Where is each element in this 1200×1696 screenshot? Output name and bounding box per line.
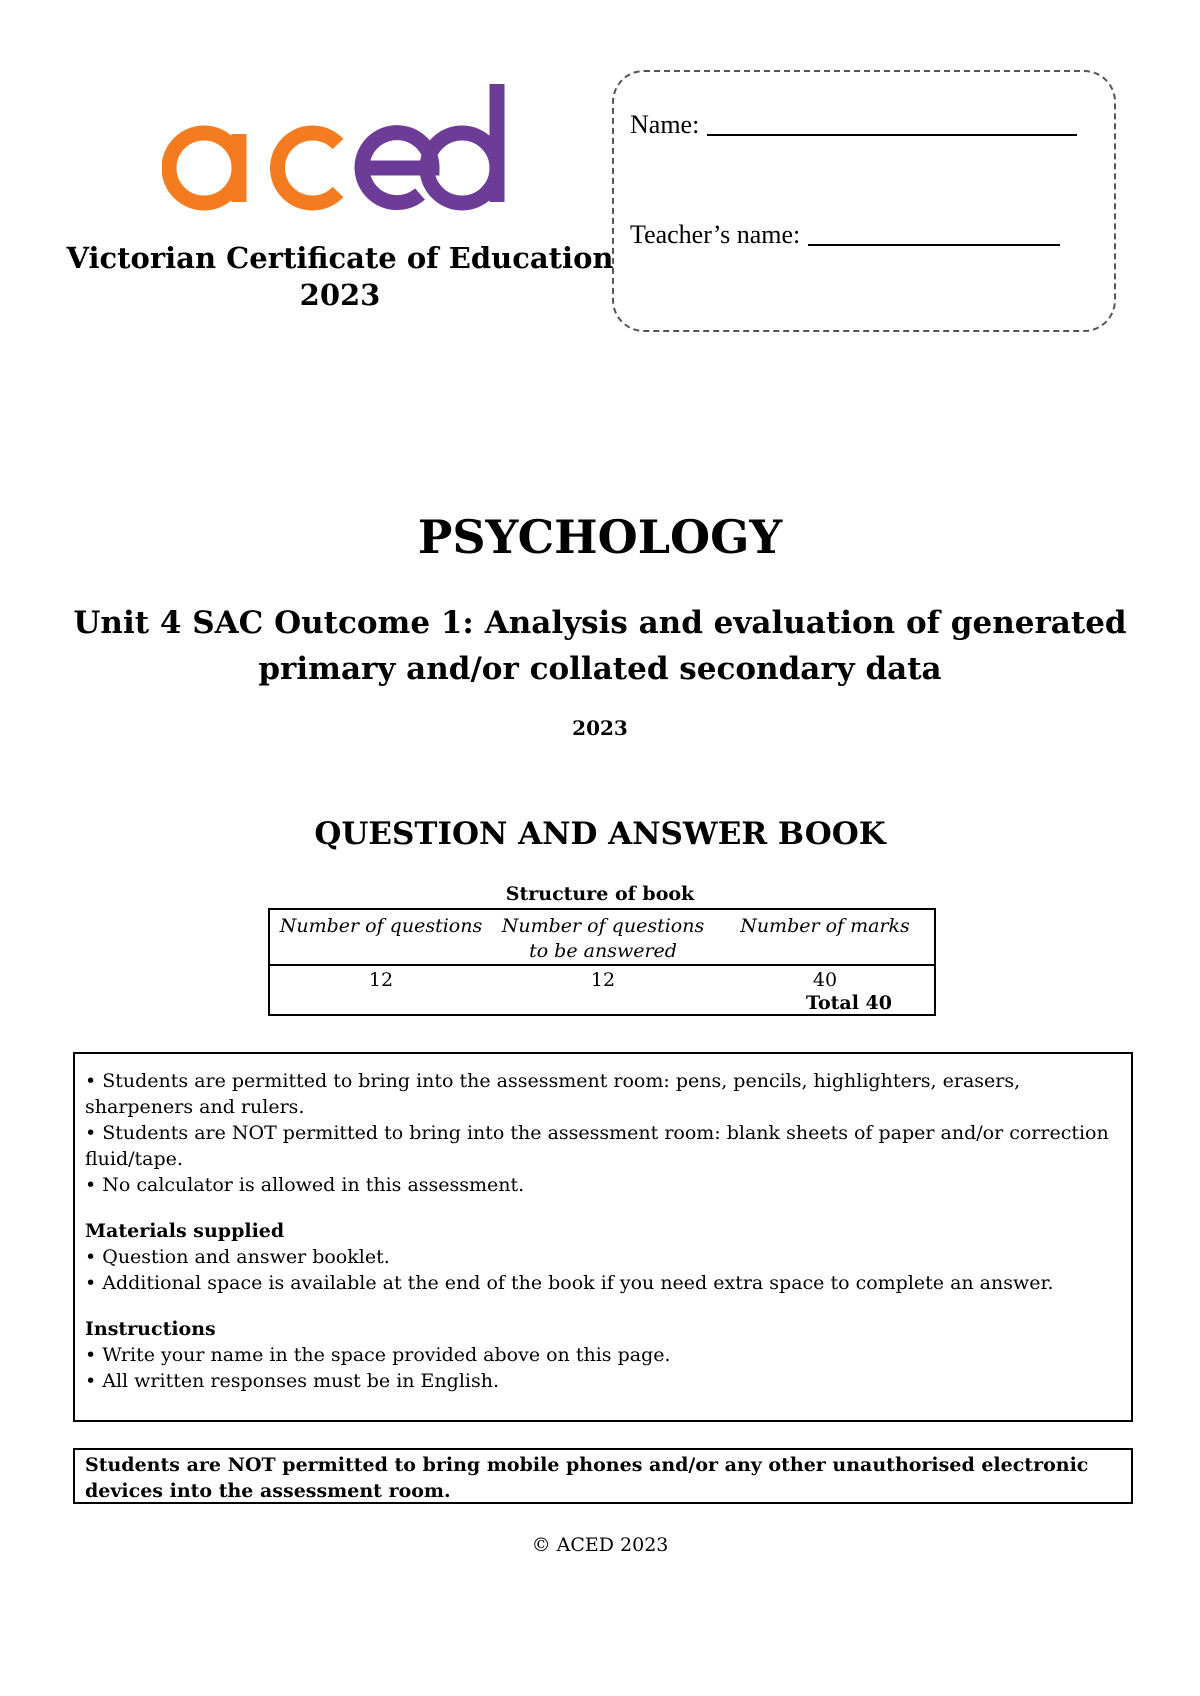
materials-heading: Materials supplied bbox=[85, 1220, 285, 1242]
instructions-item: • Write your name in the space provided above on this page. bbox=[85, 1344, 671, 1366]
outcome-title bbox=[0, 600, 1200, 692]
student-details-box bbox=[612, 70, 1116, 332]
exam-year: 2023 bbox=[572, 716, 628, 740]
teacher-name-label: Teacher’s name: bbox=[630, 220, 801, 249]
header-questions-to-answer-line-1: Number of questions bbox=[501, 915, 705, 937]
materials-item: • Additional space is available at the end of the book if you need extra space to complete an answer. bbox=[85, 1272, 1054, 1294]
teacher-name-field[interactable] bbox=[630, 220, 1060, 250]
logo-letter-c bbox=[278, 133, 338, 203]
header-number-of-marks: Number of marks bbox=[740, 915, 910, 937]
logo-letter-d bbox=[427, 84, 497, 203]
cell-number-of-marks: 40 bbox=[812, 969, 838, 991]
teacher-name-line[interactable] bbox=[808, 244, 1060, 246]
rules-box bbox=[73, 1052, 1133, 1422]
subject-title: PSYCHOLOGY bbox=[417, 510, 783, 564]
cell-questions-to-answer: 12 bbox=[590, 969, 616, 991]
certificate-year: 2023 bbox=[299, 278, 381, 312]
copyright: © ACED 2023 bbox=[531, 1534, 669, 1556]
structure-table bbox=[268, 908, 936, 1016]
logo-letter-a bbox=[169, 133, 239, 203]
instructions-item: • All written responses must be in English. bbox=[85, 1370, 500, 1392]
rule-permitted-items: • Students are permitted to bring into the assessment room: pens, pencils, highlighters, erasers, sharpeners and rulers. bbox=[85, 1070, 1021, 1118]
rule-no-calculator: • No calculator is allowed in this assessment. bbox=[85, 1174, 525, 1196]
cell-total-marks: Total 40 bbox=[806, 992, 892, 1014]
structure-caption: Structure of book bbox=[505, 883, 695, 905]
certificate-name: Victorian Certificate of Education bbox=[66, 241, 614, 275]
materials-item: • Question and answer booklet. bbox=[85, 1246, 390, 1268]
header-questions-to-answer-line-2: to be answered bbox=[529, 940, 677, 962]
header-questions-to-answer bbox=[492, 914, 714, 964]
outcome-title-line-2: primary and/or collated secondary data bbox=[258, 651, 942, 687]
header-number-of-questions: Number of questions bbox=[279, 915, 483, 937]
name-line[interactable] bbox=[707, 134, 1077, 136]
name-field[interactable] bbox=[630, 110, 1077, 140]
rule-prohibited-items: • Students are NOT permitted to bring into the assessment room: blank sheets of paper and/or correction fluid/tape. bbox=[85, 1122, 1109, 1170]
structure-table-header bbox=[270, 910, 934, 966]
book-title: QUESTION AND ANSWER BOOK bbox=[314, 816, 886, 852]
electronic-devices-notice: Students are NOT permitted to bring mobile phones and/or any other unauthorised electronic devices into the assessment room. bbox=[73, 1448, 1133, 1504]
aced-logo bbox=[162, 78, 512, 218]
name-label: Name: bbox=[630, 110, 700, 139]
cell-number-of-questions: 12 bbox=[368, 969, 394, 991]
outcome-title-line-1: Unit 4 SAC Outcome 1: Analysis and evaluation of generated bbox=[73, 605, 1127, 641]
instructions-heading: Instructions bbox=[85, 1318, 216, 1340]
